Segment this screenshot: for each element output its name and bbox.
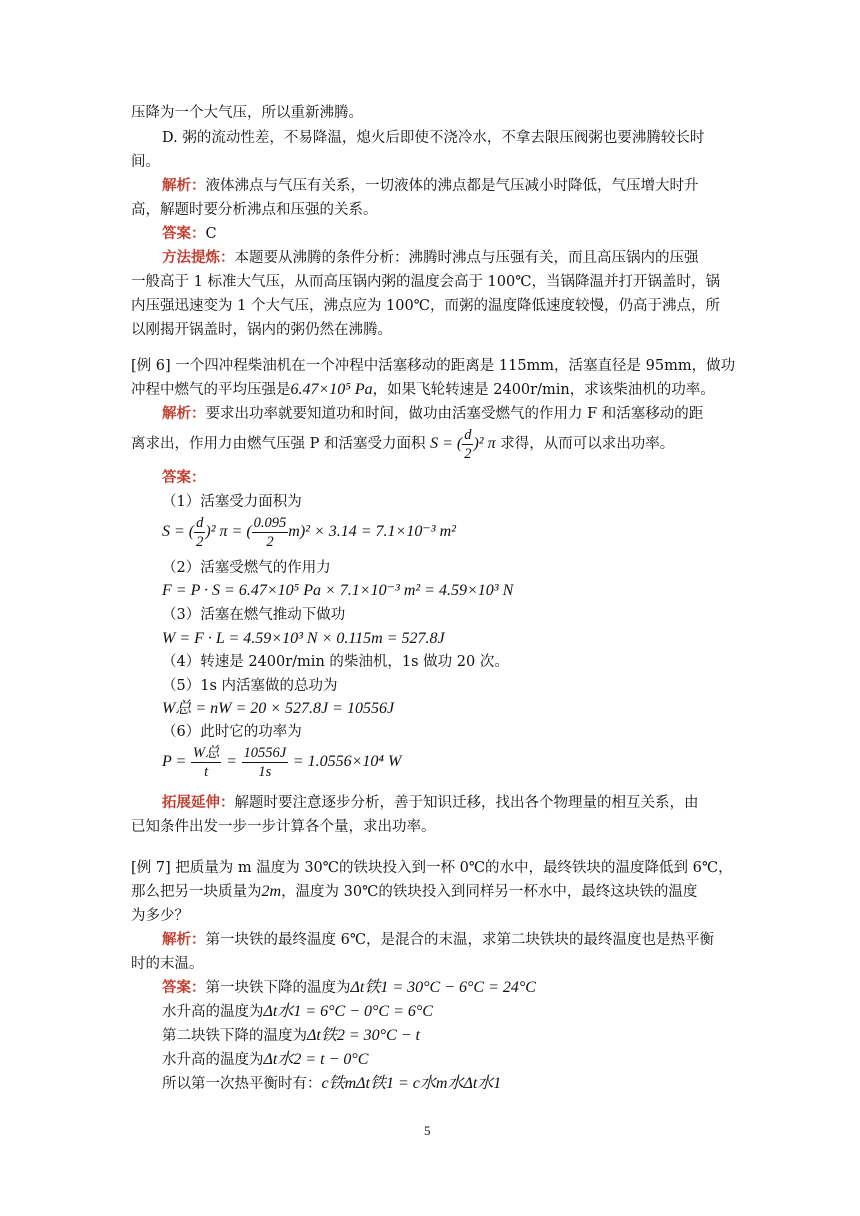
fraction [194,514,205,551]
fraction [252,514,289,551]
formula-part: Δt水1 = 6°C − 0°C = 6°C [263,1003,433,1020]
text-span: 所以第一次热平衡时有： [162,1076,322,1092]
example-6-line [131,381,715,399]
step-3: （3）活塞在燃气推动下做功 [162,607,346,623]
extension-line [162,794,699,812]
text-line: 一般高于 1 标准大气压，从而高压锅内粥的温度会高于 100℃，当锅降温并打开锅盖时，锅 [131,274,720,290]
step-6-formula [162,743,401,781]
fraction-denominator: 1s [258,763,272,780]
pressure-formula: 6.47×10⁵ Pa [290,381,373,398]
fraction [462,426,473,463]
example-7-title: [例 7] 把质量为 m 温度为 30℃的铁块投入到一杯 0℃的水中，最终铁块的温度降低到 6℃， [131,860,733,876]
step-2-formula: F = P · S = 6.47×10⁵ Pa × 7.1×10⁻³ m² = 4.59×10³ N [162,582,514,599]
formula-part: c铁mΔt铁1 = c水m水Δt水1 [321,1075,502,1092]
step-4: （4）转速是 2400r/min 的柴油机，1s 做功 20 次。 [162,654,509,670]
answer-label: 答案： [162,225,206,242]
answer-label: 答案： [162,979,206,996]
step-3-formula: W = F · L = 4.59×10³ N × 0.115m = 527.8J [162,630,445,647]
text-line: 压降为一个大气压，所以重新沸腾。 [131,105,363,121]
text-line: 以刚揭开锅盖时，锅内的粥仍然在沸腾。 [131,322,392,338]
area-formula-line [131,425,674,463]
text-line: 内压强迅速变为 1 个大气压，沸点应为 100℃，而粥的温度降低速度较慢，仍高于沸点，所 [131,298,720,314]
analysis-line [162,177,699,195]
step-2: （2）活塞受燃气的作用力 [162,560,331,576]
text-span: 水升高的温度为 [162,1052,264,1068]
step-6: （6）此时它的功率为 [162,724,302,740]
formula-part: 2m [261,883,282,900]
step-1: （1）活塞受力面积为 [162,494,302,510]
formula-line [162,1027,420,1045]
text-span: ，温度为 30℃的铁块投入到同样另一杯水中，最终这块铁的温度 [281,884,698,900]
analysis-label: 解析： [162,177,206,194]
analysis-line [162,405,703,423]
formula-part: = [226,753,237,770]
formula-part: S = ( [162,523,195,540]
method-text: 本题要从沸腾的条件分析：沸腾时沸点与压强有关，而且高压锅内的压强 [234,250,699,266]
formula-part: S = ( [430,435,463,452]
method-label: 方法提炼： [162,249,235,266]
extension-text: 解题时要注意逐步分析，善于知识迁移，找出各个物理量的相互关系，由 [234,795,699,811]
example-6-title: [例 6] 一个四冲程柴油机在一个冲程中活塞移动的距离是 115mm，活塞直径是 95mm，做功 [131,358,736,374]
fraction-numerator: d [196,514,204,531]
analysis-label: 解析： [162,931,206,948]
fraction-denominator: 2 [266,533,274,550]
formula-part: = 1.0556×10⁴ W [292,753,402,770]
answer-line [162,979,536,997]
formula-part: )² π = ( [205,523,252,540]
fraction-numerator: 0.095 [253,514,287,531]
fraction-numerator: W总 [192,744,220,761]
formula-part: P = [162,753,187,770]
page-number: 5 [424,1123,431,1138]
fraction-denominator: 2 [196,533,204,550]
fraction-numerator: 10556J [243,744,287,761]
fraction [242,744,289,781]
fraction-denominator: t [204,763,209,780]
text-span: 水升高的温度为 [162,1004,264,1020]
text-line: 高，解题时要分析沸点和压强的关系。 [131,202,378,218]
formula-line [162,1003,433,1021]
step-5: （5）1s 内活塞做的总功为 [162,678,338,694]
step-1-formula [162,513,456,551]
text-span: 求得，从而可以求出功率。 [500,436,675,452]
analysis-text: 要求出功率就要知道功和时间，做功由活塞受燃气的作用力 F 和活塞移动的距 [205,406,704,422]
text-span: 冲程中燃气的平均压强是 [131,382,291,398]
formula-line [162,1051,368,1069]
answer-line [162,225,217,243]
text-span: 第一块铁下降的温度为 [205,980,351,996]
step-5-formula: W总 = nW = 20 × 527.8J = 10556J [162,700,395,717]
formula-line [162,1075,501,1093]
answer-label-line [162,469,206,487]
formula-part: )² π [473,435,496,452]
option-d-line: D. 粥的流动性差，不易降温，熄火后即使不浇冷水，不拿去限压阀粥也要沸腾较长时 [162,130,705,146]
text-span: 那么把另一块质量为 [131,884,262,900]
text-span: 离求出，作用力由燃气压强 P 和活塞受力面积 [131,436,426,452]
answer-label: 答案： [162,469,206,486]
text-line: 间。 [131,154,160,170]
extension-label: 拓展延伸： [162,794,235,811]
analysis-text: 液体沸点与气压有关系，一切液体的沸点都是气压减小时降低，气压增大时升 [205,178,699,194]
formula-part: m)² × 3.14 = 7.1×10⁻³ m² [288,523,456,540]
analysis-line [162,931,714,949]
text-span: ，如果飞轮转速是 2400r/min，求该柴油机的功率。 [372,382,715,398]
formula-part: Δt铁1 = 30°C − 6°C = 24°C [350,979,536,996]
formula-part: Δt铁2 = 30°C − t [307,1027,420,1044]
analysis-label: 解析： [162,405,206,422]
fraction-denominator: 2 [464,445,472,462]
method-line [162,249,699,267]
text-line: 已知条件出发一步一步计算各个量，求出功率。 [131,819,436,835]
analysis-text: 第一块铁的最终温度 6℃，是混合的末温，求第二块铁块的最终温度也是热平衡 [205,932,715,948]
fraction [191,744,222,781]
text-span: 第二块铁下降的温度为 [162,1028,307,1044]
text-line: 时的末温。 [131,956,204,972]
text-line: 为多少？ [131,908,189,924]
formula-part: Δt水2 = t − 0°C [263,1051,369,1068]
answer-text: C [205,226,217,242]
example-7-line [131,883,697,901]
fraction-numerator: d [464,426,472,443]
